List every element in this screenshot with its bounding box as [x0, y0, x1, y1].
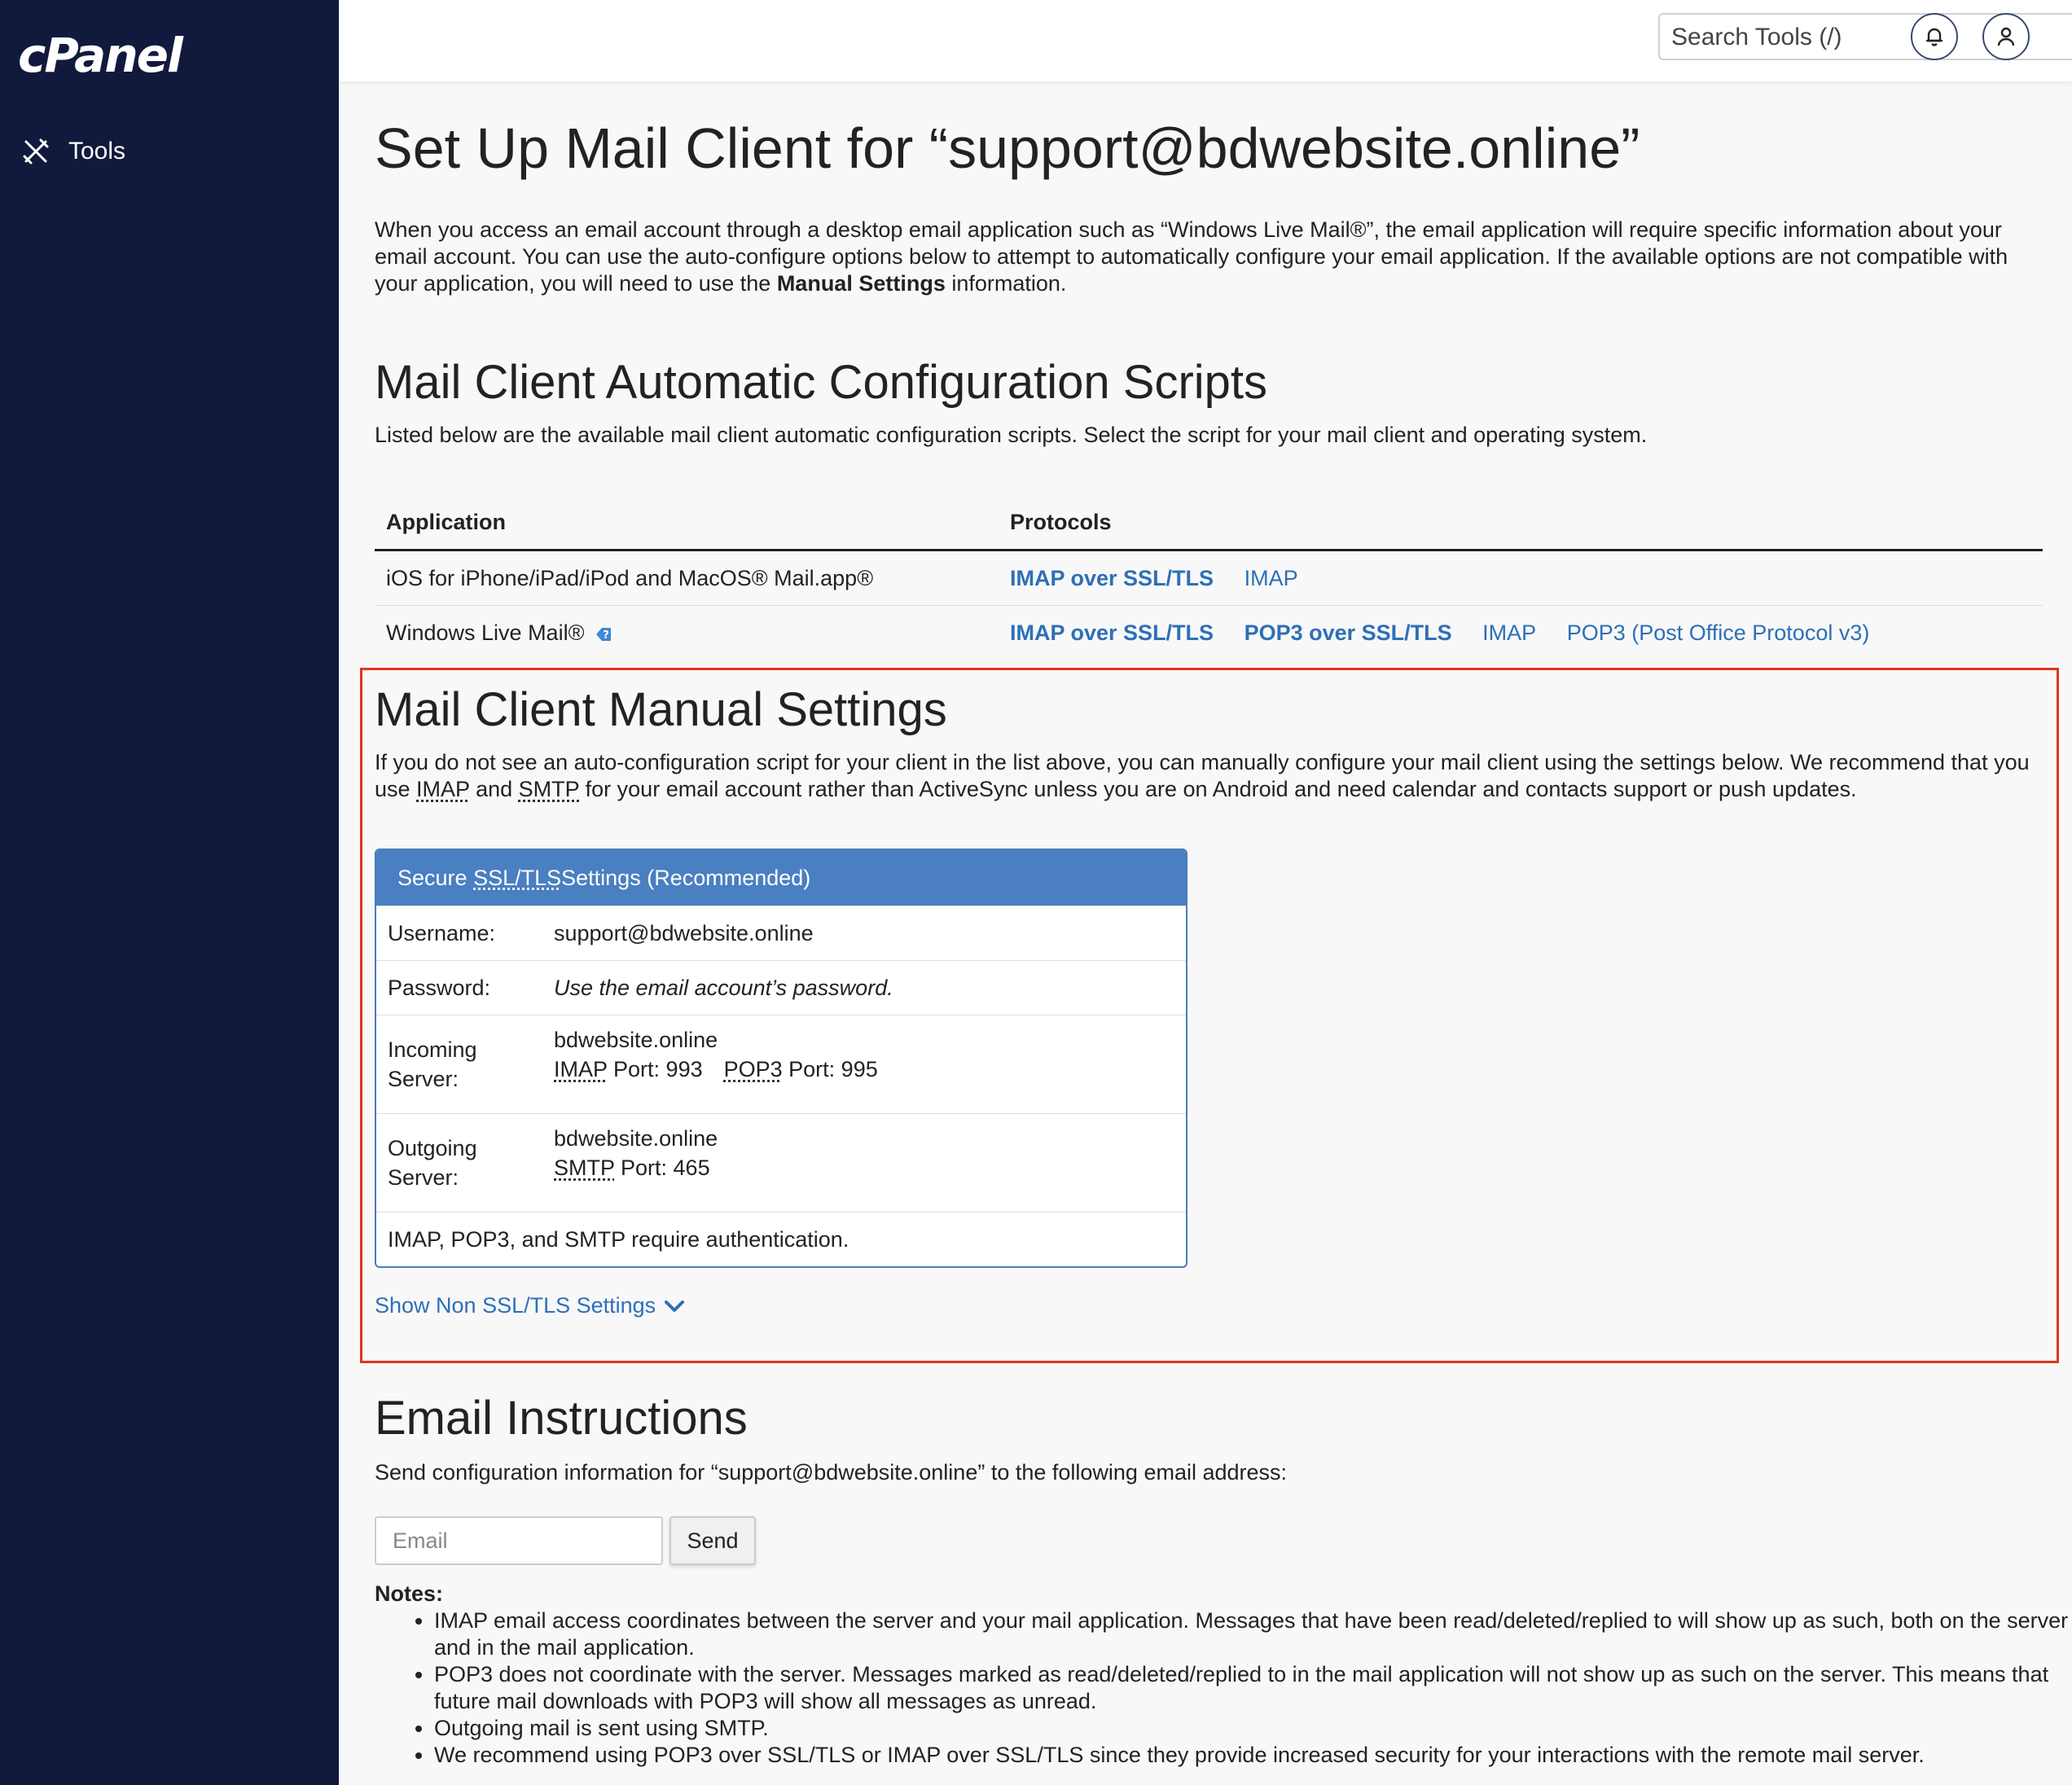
password-label: Password: — [388, 975, 491, 1000]
wlm-pop3-ssl-link[interactable]: POP3 over SSL/TLS — [1244, 620, 1452, 645]
auth-note: IMAP, POP3, and SMTP require authentication. — [388, 1226, 849, 1252]
auto-config-heading: Mail Client Automatic Configuration Scripts — [375, 356, 1268, 409]
highlight-box — [360, 668, 2059, 1363]
wlm-imap-ssl-link[interactable]: IMAP over SSL/TLS — [1010, 620, 1214, 645]
application-name: Windows Live Mail® ? — [375, 606, 999, 660]
bell-icon — [1924, 26, 1945, 47]
column-header-application: Application — [375, 495, 999, 550]
username-label: Username: — [388, 920, 496, 945]
sidebar-item-tools[interactable] — [20, 134, 125, 169]
incoming-server-label: Incoming Server: — [388, 1037, 477, 1091]
ssl-tls-abbr: SSL/TLS — [473, 865, 562, 890]
table-row — [375, 550, 2043, 606]
sidebar-item-label: Tools — [68, 138, 126, 164]
panel-title: Secure SSL/TLS Settings (Recommended) — [376, 850, 1186, 906]
table-row — [375, 606, 2043, 660]
notes-list — [375, 1607, 2072, 1769]
user-icon — [1995, 26, 2017, 47]
list-item: • We recommend using POP3 over SSL/TLS or IMAP over SSL/TLS since they provide increased security for your interactions with the remote mail server. — [434, 1742, 2072, 1769]
manual-settings-emphasis: Manual Settings — [776, 271, 946, 296]
list-item: • Outgoing mail is sent using SMTP. — [434, 1715, 2072, 1742]
smtp-abbr: SMTP — [554, 1156, 615, 1180]
auto-config-description: Listed below are the available mail client automatic configuration scripts. Select the script for your mail client and operating system. — [375, 423, 1648, 447]
email-instructions-description: Send configuration information for “support@bdwebsite.online” to the following email address: — [375, 1460, 1288, 1485]
imap-abbr: IMAP — [554, 1057, 608, 1081]
list-item: • POP3 does not coordinate with the server. Messages marked as read/deleted/replied to in the mail application will not show up as such on the server. This means that future mail downloads with POP3 will show all messages as unread. — [434, 1661, 2072, 1715]
pop3-port: Port: 995 — [782, 1057, 878, 1081]
ios-imap-link[interactable]: IMAP — [1244, 565, 1298, 590]
manual-settings-description: If you do not see an auto-configuration script for your client in the list above, you can manually configure your mail client using the settings below. We recommend that you use IMAP and SMTP for your email account rather than ActiveSync unless you are on Android and need calendar and contacts support or push updates. — [375, 750, 2030, 801]
protocol-links — [999, 550, 2043, 606]
incoming-host: bdwebsite.online — [554, 1028, 718, 1052]
sidebar — [0, 0, 339, 1785]
column-header-protocols: Protocols — [999, 495, 2043, 550]
manual-settings-heading: Mail Client Manual Settings — [375, 683, 947, 736]
tools-icon — [20, 135, 52, 168]
smtp-abbr: SMTP — [518, 777, 580, 801]
notes-title: Notes: — [375, 1581, 444, 1606]
svg-text:?: ? — [603, 629, 609, 642]
user-menu-button[interactable] — [1982, 13, 2030, 60]
list-item: • IMAP email access coordinates between the server and your mail application. Messages that have been read/deleted/replied to will show up as such, both on the server and in the mail application. — [434, 1607, 2072, 1661]
help-tag-icon[interactable] — [594, 625, 613, 644]
wlm-pop3-link[interactable]: POP3 (Post Office Protocol v3) — [1566, 620, 1870, 645]
outgoing-host: bdwebsite.online — [554, 1126, 718, 1151]
outgoing-server-label: Outgoing Server: — [388, 1136, 477, 1190]
email-input[interactable] — [375, 1516, 663, 1565]
protocol-links — [999, 606, 2043, 660]
wlm-imap-link[interactable]: IMAP — [1482, 620, 1537, 645]
auto-config-table — [375, 495, 2043, 660]
cpanel-logo[interactable]: cPanel — [18, 28, 182, 83]
notifications-button[interactable] — [1911, 13, 1958, 60]
intro-text: When you access an email account through a desktop email application such as “Windows Live Mail®”, the email application will require specific information about your email account. You can use the auto-configure options below to attempt to automatically configure your email application. If the available options are not compatible with your application, you will need to use the Manual Settings information. — [375, 217, 2008, 296]
password-value: Use the email account’s password. — [554, 975, 893, 1000]
imap-port: Port: 993 — [607, 1057, 703, 1081]
ios-imap-ssl-link[interactable]: IMAP over SSL/TLS — [1010, 565, 1214, 590]
page-title: Set Up Mail Client for “support@bdwebsite.online” — [375, 116, 1640, 180]
email-instructions-heading: Email Instructions — [375, 1392, 748, 1445]
username-value: support@bdwebsite.online — [554, 920, 814, 945]
pop3-abbr: POP3 — [723, 1057, 783, 1081]
smtp-port: Port: 465 — [614, 1156, 710, 1180]
toggle-label: Show Non SSL/TLS Settings — [375, 1293, 656, 1318]
send-button[interactable]: Send — [669, 1516, 756, 1565]
top-bar — [339, 0, 2072, 81]
application-name: iOS for iPhone/iPad/iPod and MacOS® Mail.app® — [375, 550, 999, 606]
imap-abbr: IMAP — [416, 777, 470, 801]
